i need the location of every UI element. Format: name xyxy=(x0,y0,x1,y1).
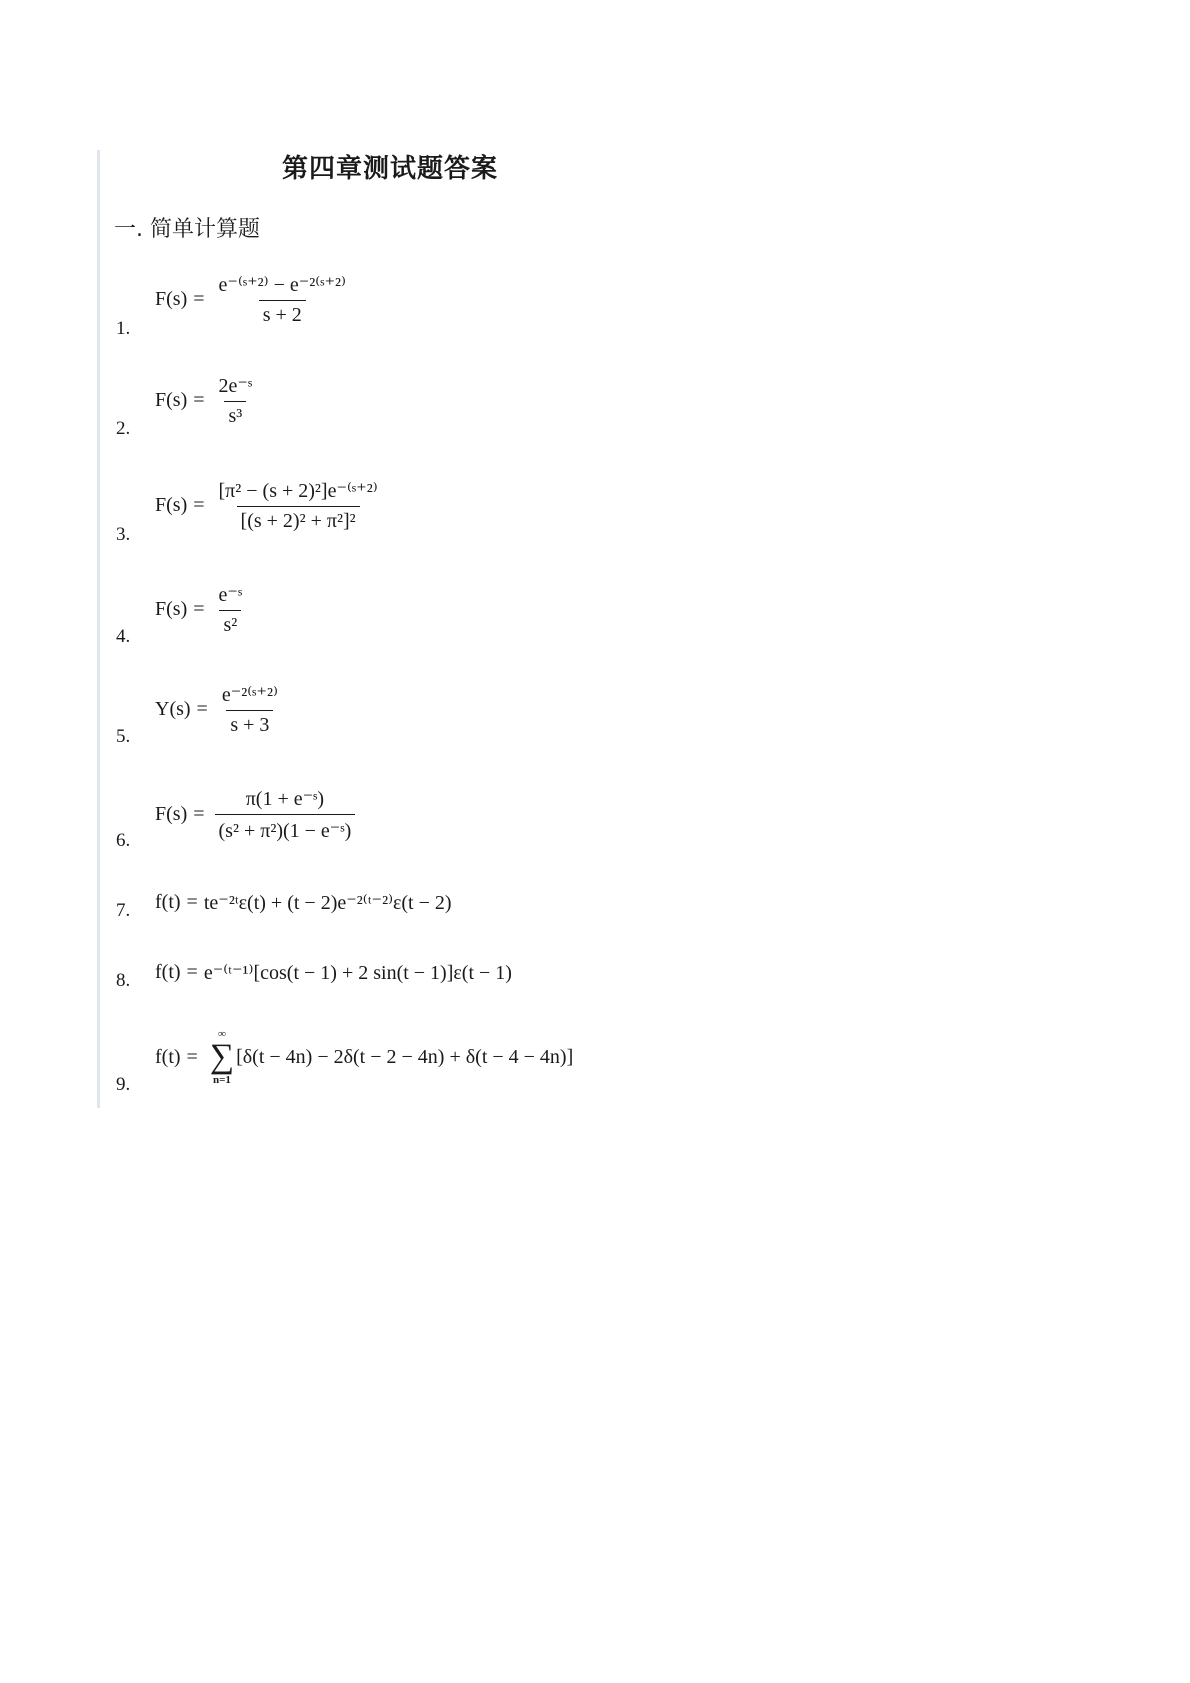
fraction xyxy=(215,786,356,843)
equals-sign: = xyxy=(186,1045,198,1068)
equals-sign: = xyxy=(193,288,205,310)
numerator: 2e⁻ˢ xyxy=(218,375,253,397)
formula-7 xyxy=(155,890,452,915)
answer-number: 7. xyxy=(116,900,131,921)
formula-1 xyxy=(155,272,354,327)
section-heading: 一. 简单计算题 xyxy=(114,217,260,242)
denominator: s² xyxy=(219,610,241,637)
formula-6 xyxy=(155,786,359,843)
formula-3 xyxy=(155,478,386,533)
left-margin-bar xyxy=(97,150,100,1108)
sigma-symbol: ∑ xyxy=(209,1038,235,1075)
formula-rhs: [δ(t − 4n) − 2δ(t − 2 − 4n) + δ(t − 4 − 4n)] xyxy=(236,1045,574,1068)
formula-rhs: e⁻⁽ᵗ⁻¹⁾[cos(t − 1) + 2 sin(t − 1)]ε(t − 1) xyxy=(203,962,512,984)
formula-5 xyxy=(155,682,286,737)
numerator: [π² − (s + 2)²]e⁻⁽ˢ⁺²⁾ xyxy=(218,480,378,502)
equals-sign: = xyxy=(186,961,198,983)
page-title: 第四章测试题答案 xyxy=(282,154,499,184)
fraction xyxy=(215,478,382,533)
formula-lhs: F(s) xyxy=(155,598,188,620)
formula-4 xyxy=(155,582,250,637)
formula-9 xyxy=(155,1028,573,1086)
fraction xyxy=(215,373,257,428)
answer-number: 6. xyxy=(116,830,131,851)
fraction xyxy=(218,682,282,737)
formula-2 xyxy=(155,373,260,428)
denominator: [(s + 2)² + π²]² xyxy=(237,506,360,533)
formula-lhs: F(s) xyxy=(155,803,188,825)
sum-upper-limit: ∞ xyxy=(218,1028,226,1040)
numerator: e⁻ˢ xyxy=(218,584,243,606)
answer-number: 4. xyxy=(116,626,131,647)
equals-sign: = xyxy=(193,803,205,825)
numerator: π(1 + e⁻ˢ) xyxy=(245,788,325,810)
equals-sign: = xyxy=(193,598,205,620)
formula-lhs: F(s) xyxy=(155,494,188,516)
equals-sign: = xyxy=(193,389,205,411)
sum-lower-limit: n=1 xyxy=(213,1074,231,1086)
formula-lhs: f(t) xyxy=(155,891,181,913)
equals-sign: = xyxy=(186,891,198,913)
formula-lhs: f(t) xyxy=(155,961,181,983)
denominator: s + 2 xyxy=(259,300,306,327)
answer-number: 9. xyxy=(116,1074,131,1095)
answer-number: 1. xyxy=(116,318,131,339)
denominator: s³ xyxy=(224,401,246,428)
denominator: s + 3 xyxy=(226,710,273,737)
answer-number: 8. xyxy=(116,970,131,991)
formula-lhs: F(s) xyxy=(155,288,188,310)
summation xyxy=(210,1028,234,1086)
formula-lhs: F(s) xyxy=(155,389,188,411)
answer-number: 2. xyxy=(116,418,131,439)
answer-number: 5. xyxy=(116,726,131,747)
formula-lhs: f(t) xyxy=(155,1045,181,1068)
formula-rhs: te⁻²ᵗε(t) + (t − 2)e⁻²⁽ᵗ⁻²⁾ε(t − 2) xyxy=(203,892,452,914)
numerator: e⁻²⁽ˢ⁺²⁾ xyxy=(221,684,278,706)
denominator: (s² + π²)(1 − e⁻ˢ) xyxy=(215,814,356,843)
equals-sign: = xyxy=(193,494,205,516)
fraction xyxy=(215,582,247,637)
formula-lhs: Y(s) xyxy=(155,698,191,720)
fraction xyxy=(215,272,350,327)
equals-sign: = xyxy=(196,698,208,720)
numerator: e⁻⁽ˢ⁺²⁾ − e⁻²⁽ˢ⁺²⁾ xyxy=(218,274,346,296)
answer-number: 3. xyxy=(116,524,131,545)
formula-8 xyxy=(155,960,512,985)
